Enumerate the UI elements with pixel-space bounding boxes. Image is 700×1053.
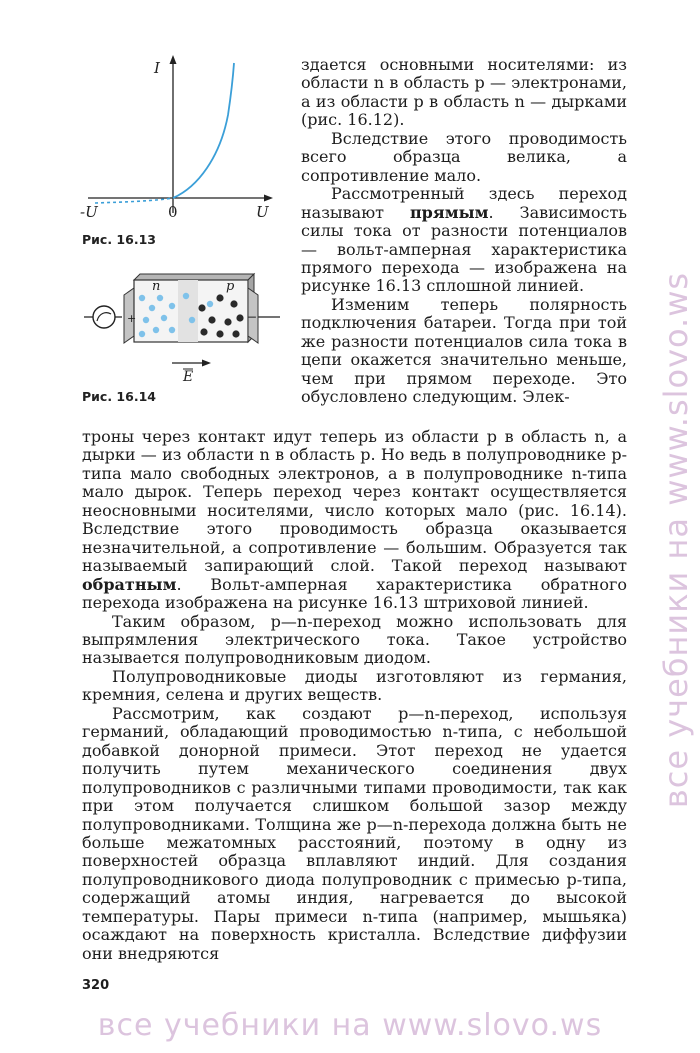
depletion-layer	[178, 280, 198, 342]
reverse-current-curve	[95, 198, 173, 203]
plus-sign: +	[127, 312, 137, 325]
galvanometer-icon	[93, 306, 115, 328]
paragraph	[301, 185, 627, 296]
voltage-axis-arrow	[264, 195, 273, 202]
paragraph: Таким образом, p—n-переход можно использовать для выпрямления электрического тока. Такое устройство называется полупроводниковым диодом.	[82, 611, 627, 668]
axis-label-neg-u: -U	[80, 203, 98, 221]
term-forward: прямым	[409, 202, 489, 222]
paragraph: Вследствие этого проводимость всего образца велика, а сопротивление мало.	[301, 128, 627, 185]
figure-16-14-caption: Рис. 16.14	[82, 389, 156, 404]
figure-16-14	[80, 268, 290, 388]
term-reverse: обратным	[82, 574, 177, 594]
minus-sign: −	[247, 310, 258, 324]
field-arrow-head	[202, 360, 211, 367]
text-column-narrow	[301, 56, 627, 407]
text-column-wide	[82, 428, 627, 963]
text-run: троны через контакт идут теперь из области p в область n, а дырки — из области n в область p. Но ведь в полупроводнике p-типа мало свободных электронов, а в полупроводнике n-типа мало дырок. Теперь переход через контакт осуществляется неосновными носителями, число которых мало (рис. 16.14). Вследствие этого проводимость образца оказывается незначительной, а сопротивление — большим. Образуется так называемый запирающий слой. Такой переход называют	[82, 427, 627, 576]
region-label-p: p	[226, 279, 235, 294]
forward-current-curve	[173, 63, 234, 198]
axis-label-u: U	[256, 203, 269, 221]
watermark-bottom: все учебники на www.slovo.ws	[97, 1008, 603, 1043]
axis-label-i: I	[154, 59, 160, 77]
paragraph: Изменим теперь полярность подключения батареи. Тогда при той же разности потенциалов сила тока в цепи окажется значительно меньше, чем при прямом переходе. Это обусловлено следующим. Элек-	[301, 294, 627, 407]
axis-origin: 0	[168, 203, 178, 221]
paragraph	[82, 428, 627, 613]
region-label-n: n	[152, 279, 161, 294]
watermark-vertical: все учебники на www.slovo.ws	[657, 271, 695, 809]
figure-16-13-caption: Рис. 16.13	[82, 232, 156, 247]
text-run: . Вольт-амперная характеристика обратного перехода изображена на рисунке 16.13 штриховой линией.	[82, 574, 627, 613]
field-label-e: E	[183, 369, 194, 385]
paragraph: здается основными носителями: из области n в область p — электронами, а из области p в область n — дырками (рис. 16.12).	[301, 55, 627, 130]
text-run: . Зависимость силы тока от разности потенциалов — вольт-амперная характеристика прямого перехода — изображена на рисунке 16.13 сплошной линией.	[301, 202, 627, 296]
current-axis-arrow	[170, 55, 177, 64]
figure-16-13	[80, 55, 295, 225]
page-number: 320	[82, 978, 110, 993]
paragraph: Полупроводниковые диоды изготовляют из германия, кремния, селена и других веществ.	[82, 666, 627, 705]
text-run: Рассмотренный здесь переход называют	[301, 184, 627, 222]
paragraph: Рассмотрим, как создают p—n-переход, используя германий, обладающий проводимостью n-типа, с небольшой добавкой донорной примеси. Этот переход не удается получить путем механического соединения двух полупроводников с различными типами проводимости, так как при этом получается слишком большой зазор между полупроводниками. Толщина же p—n-перехода должна быть не больше межатомных расстояний, поэтому в одну из поверхностей образца вплавляют индий. Для создания полупроводникового диода полупроводник с примесью p-типа, содержащий атомы индия, нагревается до высокой температуры. Пары примеси n-типа (например, мышьяка) осаждают на поверхность кристалла. Вследствие диффузии они внедряются	[82, 703, 627, 963]
